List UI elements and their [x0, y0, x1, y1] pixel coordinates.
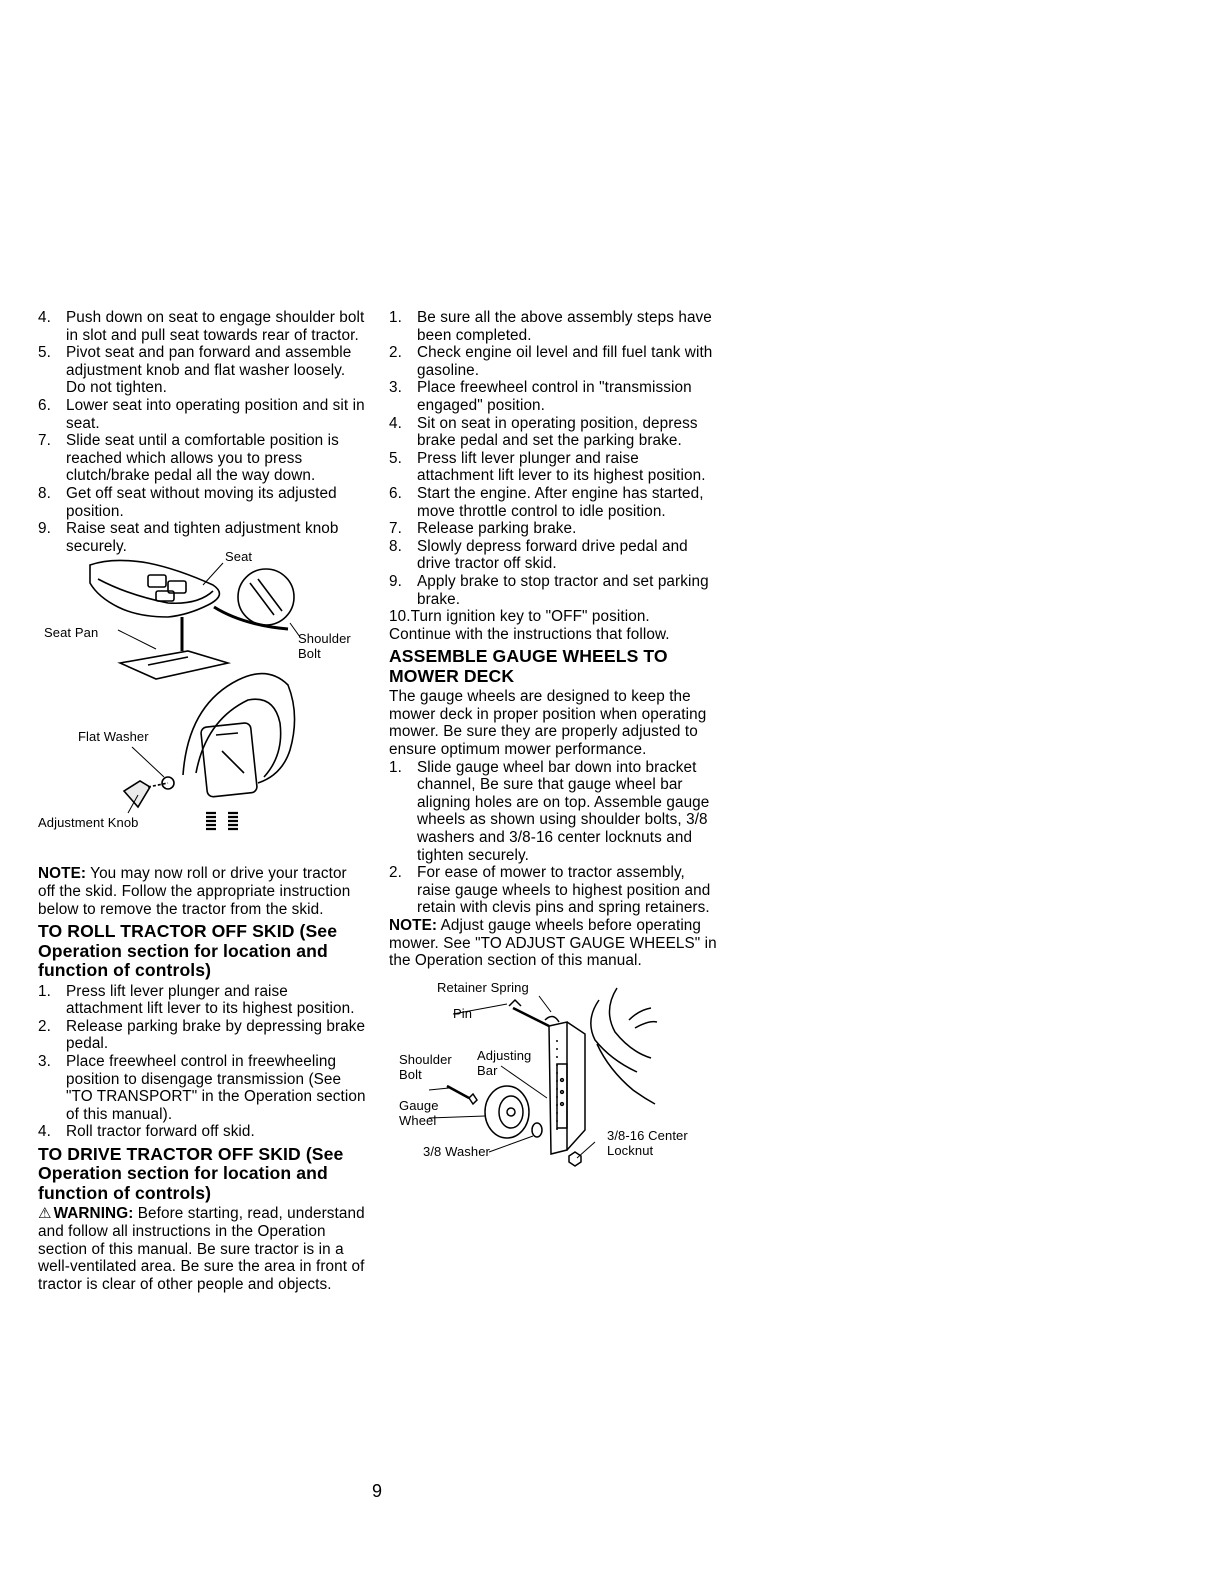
- locknut-label: 3/8-16 Center Locknut: [607, 1127, 688, 1158]
- list-item: 6. Lower seat into operating position and sit in seat.: [38, 396, 365, 432]
- list-item: 4. Push down on seat to engage shoulder bolt in slot and pull seat towards rear of tractor.: [38, 309, 365, 344]
- seat-assembly-steps: [38, 309, 368, 555]
- list-item: 9. Apply brake to stop tractor and set parking brake.: [389, 572, 709, 608]
- gauge-wheel-steps: [389, 759, 719, 917]
- list-item: 10.Turn ignition key to "OFF" position.: [389, 608, 650, 626]
- flat-washer-label: Flat Washer: [78, 729, 149, 745]
- list-item: 8. Slowly depress forward drive pedal and drive tractor off skid.: [389, 537, 688, 573]
- roll-tractor-steps: [38, 983, 368, 1141]
- shoulder-bolt-label: Shoulder Bolt: [298, 631, 351, 662]
- seat-label: Seat: [225, 549, 253, 565]
- continue-text: Continue with the instructions that follow.: [389, 625, 670, 643]
- list-item: 3. Place freewheel control in freewheeling position to disengage transmission (See "TO TRANSPORT" in the Operation section of this manual).: [38, 1052, 366, 1123]
- list-item: 2. For ease of mower to tractor assembly, raise gauge wheels to highest position and retain with clevis pins and spring retainers.: [389, 864, 711, 917]
- list-item: 7. Slide seat until a comfortable position is reached which allows you to press clutch/brake pedal all the way down.: [38, 432, 339, 485]
- list-item: 1. Be sure all the above assembly steps have been completed.: [389, 309, 712, 344]
- list-item: 3. Place freewheel control in "transmission engaged" position.: [389, 379, 692, 414]
- seat-pan-label: Seat Pan: [44, 625, 99, 641]
- seat-figure: [38, 549, 368, 857]
- right-column: [389, 309, 719, 1180]
- roll-tractor-heading: TO ROLL TRACTOR OFF SKID (See Operation section for location and function of controls): [38, 921, 338, 981]
- drive-tractor-steps: [389, 309, 719, 626]
- pin-label: Pin: [453, 1005, 473, 1021]
- adjustment-knob-label: Adjustment Knob: [38, 815, 139, 831]
- list-item: 4. Roll tractor forward off skid.: [38, 1123, 255, 1141]
- warning-triangle-icon: ⚠: [38, 1205, 52, 1223]
- shoulder-bolt-label: Shoulder Bolt: [399, 1051, 452, 1082]
- drive-tractor-heading: TO DRIVE TRACTOR OFF SKID (See Operation section for location and function of controls): [38, 1143, 344, 1203]
- gauge-intro: The gauge wheels are designed to keep the mower deck in proper position when operating mower. Be sure they are properly adjusted to ensure optimum mower performance.: [389, 688, 707, 759]
- list-item: 5. Pivot seat and pan forward and assemble adjustment knob and flat washer loosely. Do not tighten.: [38, 344, 352, 397]
- left-column: [38, 309, 368, 1293]
- list-item: 5. Press lift lever plunger and raise attachment lift lever to its highest position.: [389, 449, 706, 485]
- gauge-wheel-label: Gauge Wheel: [399, 1097, 439, 1128]
- list-item: 2. Release parking brake by depressing brake pedal.: [38, 1017, 366, 1053]
- washer-label: 3/8 Washer: [423, 1143, 490, 1159]
- retainer-spring-label: Retainer Spring: [437, 979, 529, 995]
- page-number: 9: [372, 1481, 383, 1501]
- adjusting-bar-label: Adjusting Bar: [477, 1047, 532, 1078]
- gauge-wheel-figure: [389, 980, 719, 1180]
- seat-illustration: [38, 555, 368, 857]
- list-item: 1. Slide gauge wheel bar down into bracket channel, Be sure that gauge wheel bar aligning holes are on top. Assemble gauge wheels as shown using shoulder bolts, 3/8 washers and 3/8-16 center locknuts and tighten securely.: [389, 758, 710, 864]
- list-item: 1. Press lift lever plunger and raise attachment lift lever to its highest position.: [38, 982, 355, 1018]
- warning-paragraph: ⚠ WARNING: Before starting, read, understand and follow all instructions in the Operation section of this manual. Be sure tractor is in a well-ventilated area. Be sure the area in front of tractor is clear of other people and objects.: [38, 1205, 365, 1293]
- note-paragraph: NOTE: You may now roll or drive your tractor off the skid. Follow the appropriate instruction below to remove the tractor from the skid.: [38, 865, 351, 918]
- list-item: 7. Release parking brake.: [389, 520, 577, 538]
- list-item: 8. Get off seat without moving its adjusted position.: [38, 484, 337, 520]
- list-item: 4. Sit on seat in operating position, depress brake pedal and set the parking brake.: [389, 414, 698, 450]
- gauge-wheels-heading: ASSEMBLE GAUGE WHEELS TO MOWER DECK: [389, 646, 668, 686]
- list-item: 2. Check engine oil level and fill fuel tank with gasoline.: [389, 344, 713, 379]
- gauge-note: NOTE: Adjust gauge wheels before operating mower. See "TO ADJUST GAUGE WHEELS" in the Operation section of this manual.: [389, 917, 717, 970]
- list-item: 9. Raise seat and tighten adjustment knob securely.: [38, 520, 339, 555]
- list-item: 6. Start the engine. After engine has started, move throttle control to idle position.: [389, 484, 704, 520]
